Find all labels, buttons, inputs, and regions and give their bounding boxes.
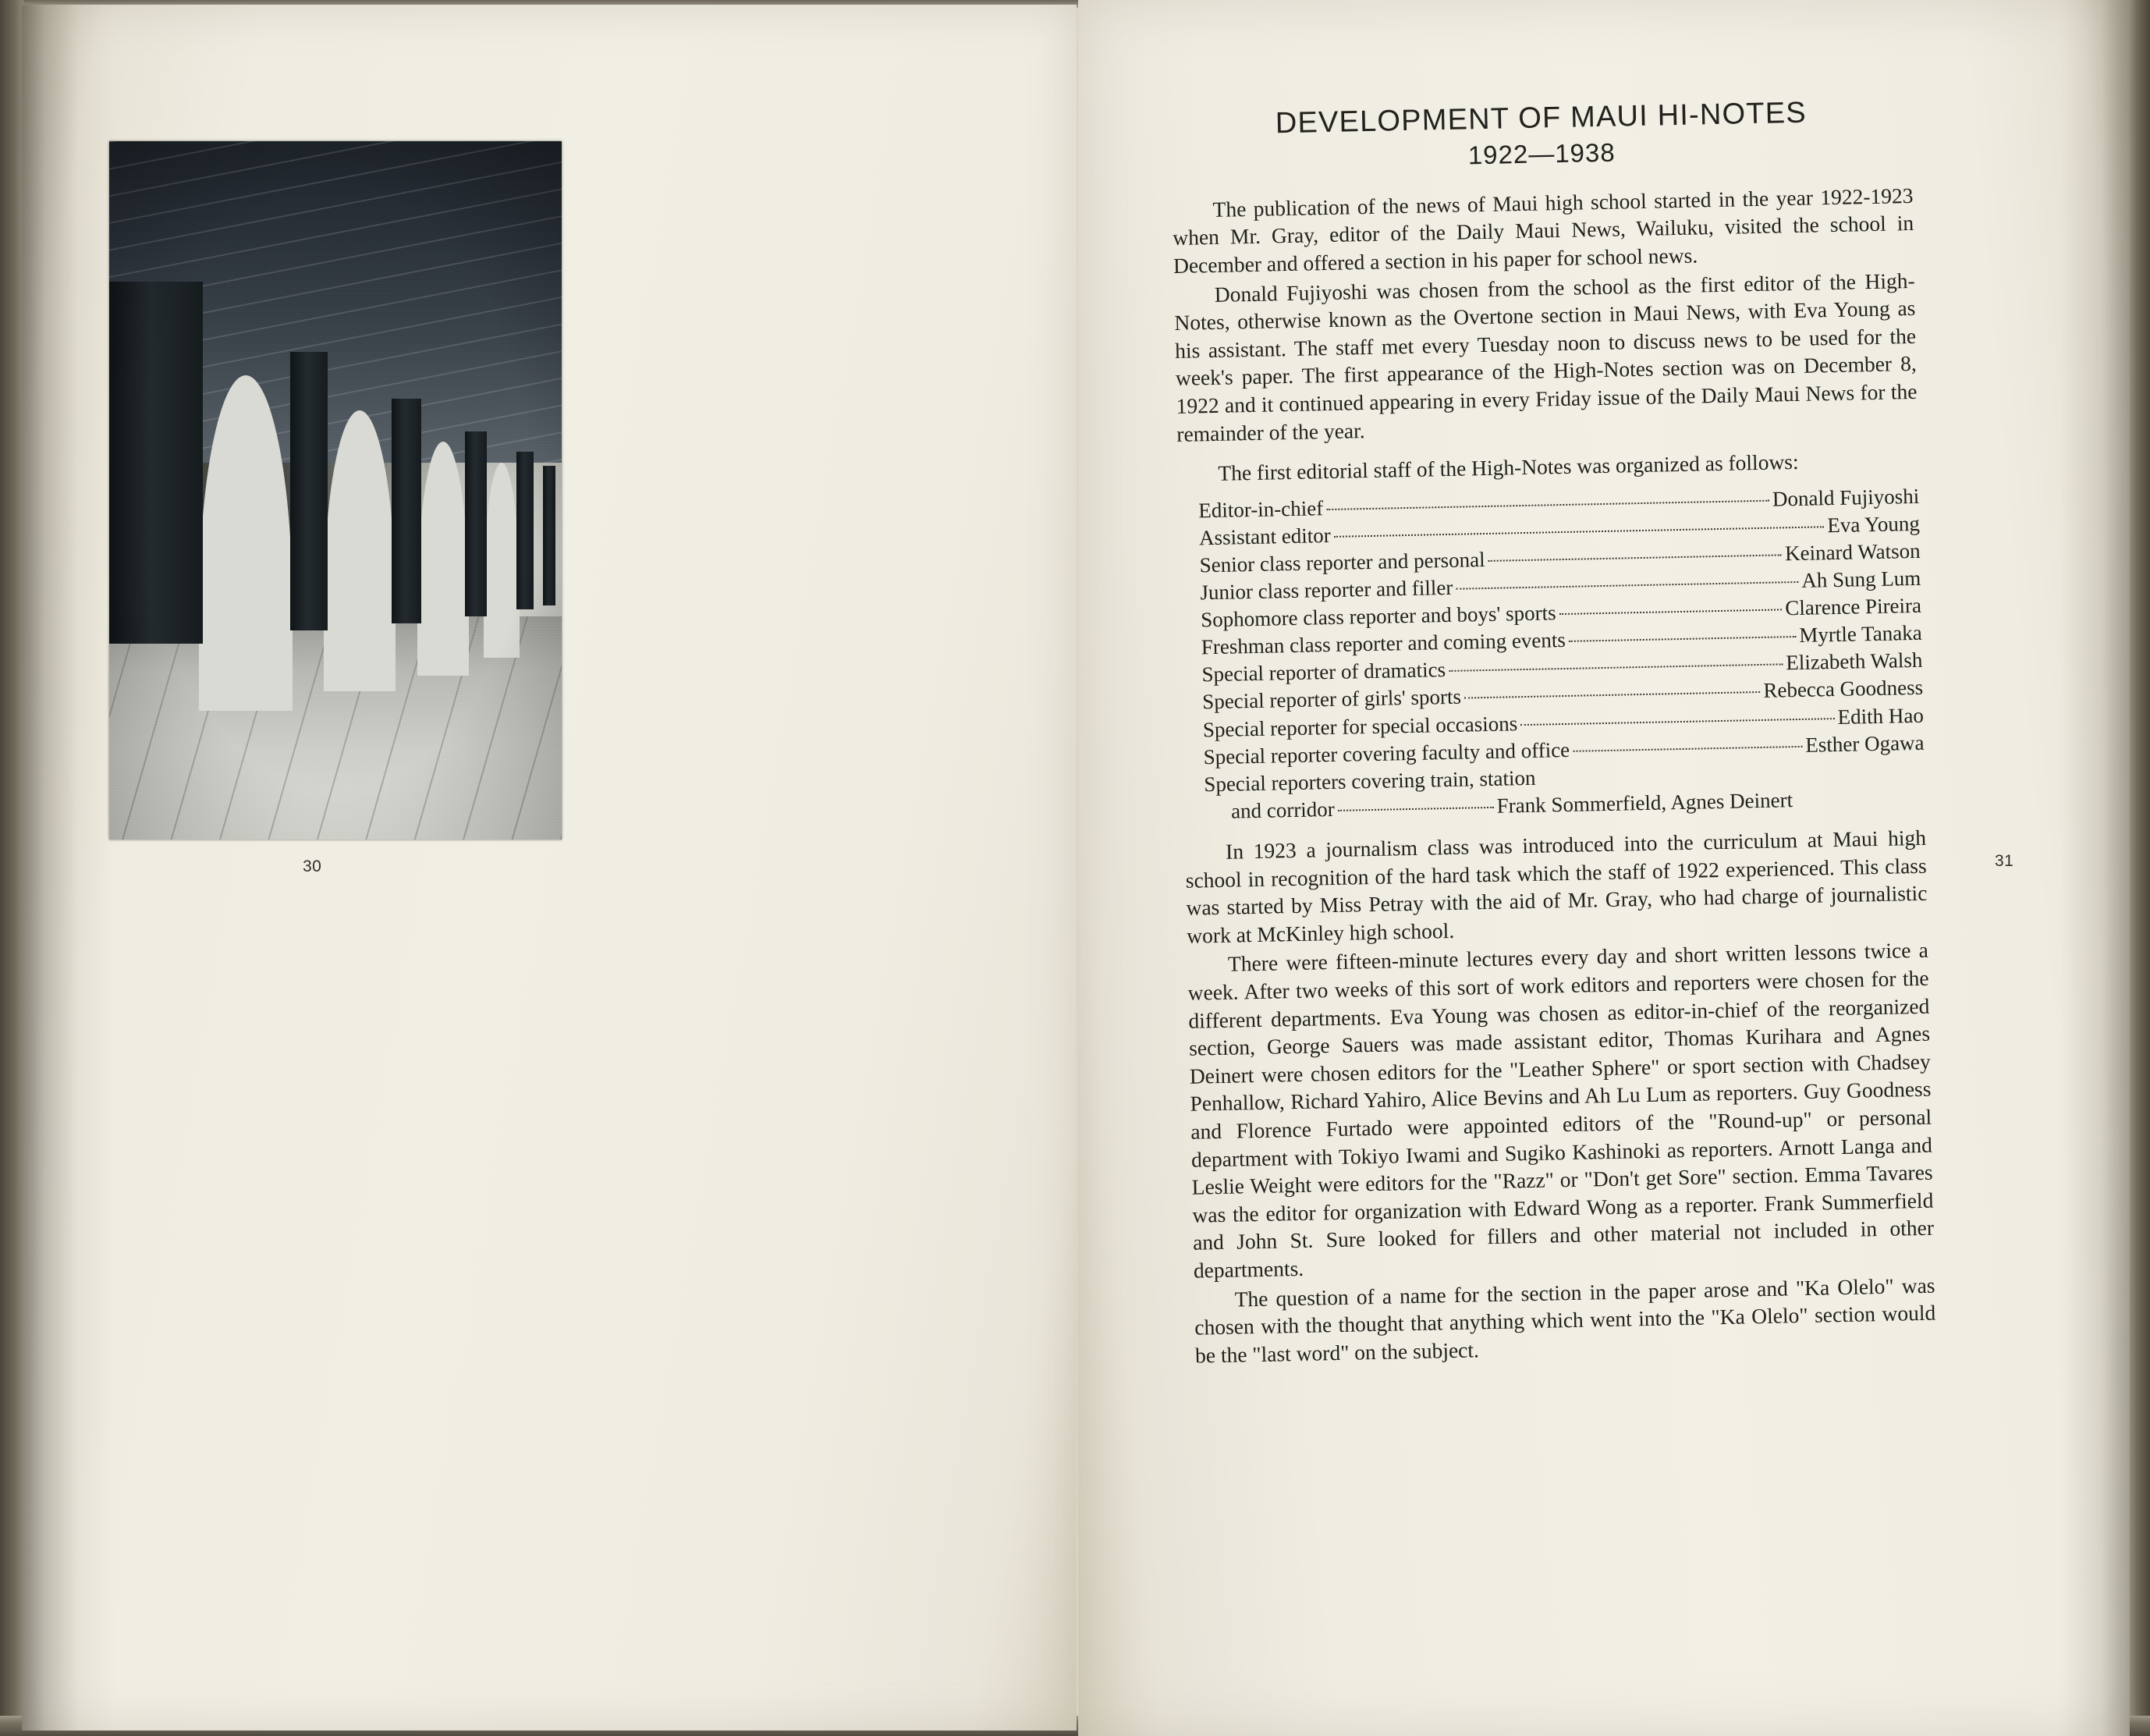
staff-name: Donald Fujiyoshi (1772, 484, 1920, 511)
leader-dots (1559, 609, 1783, 616)
leader-dots (1456, 581, 1798, 590)
leader-dots (1520, 718, 1834, 726)
leader-dots (1326, 499, 1769, 509)
right-page (1078, 0, 2130, 1736)
left-page (22, 5, 1077, 1731)
page-subtitle: 1922—1938 (1467, 137, 1616, 170)
staff-role: Special reporter of dramatics (1201, 658, 1446, 687)
paragraph: In 1923 a journalism class was introduced into the curriculum at Maui high school in recognition of the hard task which the staff of 1922 experienced. This class was started by Miss Petray with the aid of Mr. Gray, who had charge of journalistic work at McKinley high school. (1185, 825, 1928, 948)
staff-role: Special reporter of girls' sports (1201, 685, 1462, 714)
paragraph: Donald Fujiyoshi was chosen from the school as the first editor of the High-Notes, otherwise known as the Overtone section in Maui News, with Eva Young as his assistant. The staff met every Tuesday noon to discuss news to be used for the week's paper. The first appearance of the High-Notes section was on December 8, 1922 and it continued appearing in every Friday issue of the Daily Maui News for the remainder of the year. (1174, 268, 1918, 446)
paragraph: The question of a name for the section in the paper arose and "Ka Olelo" was chosen with the thought that anything which went into the "Ka Olelo" section would be the "last word" on the subject. (1194, 1273, 1936, 1368)
gutter-shadow-left (22, 5, 115, 1731)
staff-name: Myrtle Tanaka (1799, 621, 1922, 648)
paragraph: The publication of the news of Maui high school started in the year 1922-1923 when Mr. Gray, editor of the Daily Maui News, Wailuku, visited the school in December and offered a section in his paper for school news. (1172, 183, 1914, 278)
book-edge-left (0, 0, 23, 1736)
corridor-photograph (109, 141, 562, 840)
leader-dots (1338, 807, 1494, 811)
leader-dots (1488, 554, 1783, 562)
leader-dots (1464, 691, 1760, 699)
leader-dots (1449, 664, 1783, 673)
staff-name: Esther Ogawa (1805, 730, 1925, 757)
staff-name: Eva Young (1827, 511, 1921, 538)
page-title: DEVELOPMENT OF MAUI HI-NOTES (1275, 96, 1808, 140)
staff-intro: The first editorial staff of the High-Notes was organized as follows: (1218, 449, 1799, 486)
staff-role: Senior class reporter and personal (1199, 547, 1485, 577)
leader-dots (1569, 636, 1797, 642)
book-edge-right (2130, 0, 2150, 1736)
staff-name: Clarence Pireira (1785, 593, 1922, 620)
page-number-right: 31 (1995, 852, 2014, 870)
staff-name: Keinard Watson (1784, 538, 1921, 566)
leader-dots (1334, 526, 1825, 538)
staff-name: Elizabeth Walsh (1786, 648, 1923, 675)
staff-role: Junior class reporter and filler (1200, 575, 1453, 605)
staff-role: Special reporter for special occasions (1202, 711, 1518, 741)
article-body (1170, 94, 1936, 1371)
gutter-shadow-right (2060, 0, 2130, 1736)
staff-role: Editor-in-chief (1198, 495, 1324, 523)
staff-name: Edith Hao (1837, 703, 1925, 729)
page-number-left: 30 (303, 857, 322, 875)
leader-dots (1573, 746, 1802, 752)
staff-role: Special reporter covering faculty and office (1203, 737, 1570, 769)
staff-role: Sophomore class reporter and boys' sports (1200, 601, 1556, 632)
staff-role-line2: and corridor (1230, 797, 1336, 823)
staff-name: Frank Sommerfield, Agnes Deinert (1496, 787, 1793, 818)
staff-name: Ah Sung Lum (1801, 566, 1921, 592)
paragraph: There were fifteen-minute lectures every day and short written lessons twice a week. After two weeks of this sort of work editors and reporters were chosen for the different departments. Eva Young was chosen as editor-in-chief of the reorganized section, George Sauers was made assistant editor, Thomas Kurihara and Agnes Deinert were chosen editors for the "Leather Sphere" or sport section with Chadsey Penhallow, Richard Yahiro, Alice Bevins and Ah Lu Lum as reporters. Guy Goodness and Florence Furtado were appointed editors of the "Round-up" or personal department with Tokiyo Iwami and Sugiko Kashinoki as reporters. Arnott Langa and Leslie Weight were editors for the "Razz" or "Don't get Sore" section. Emma Tavares was the editor for organization with Edward Wong as a reporter. Frank Summerfield and John St. Sure looked for fillers and other material not included in other departments. (1187, 938, 1935, 1283)
staff-role: Freshman class reporter and coming events (1201, 628, 1566, 659)
staff-name: Rebecca Goodness (1763, 676, 1924, 703)
staff-role: Assistant editor (1198, 523, 1332, 550)
staff-list (1178, 483, 1925, 826)
staff-role: Special reporters covering train, station (1204, 765, 1536, 797)
photo-grain (109, 141, 562, 840)
